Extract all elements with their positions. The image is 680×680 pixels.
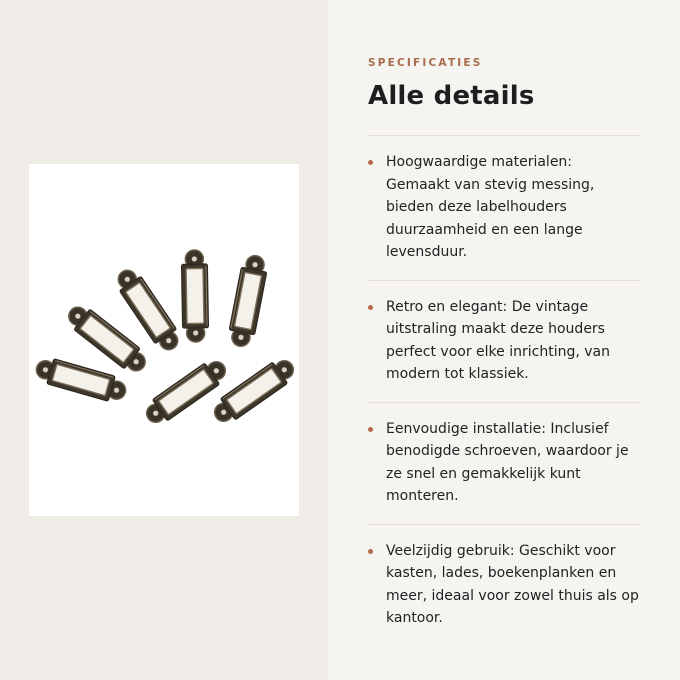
feature-text: Eenvoudige installatie: Inclusief benodigde schroeven, waardoor je ze snel en gemakkelijk kunt monteren.: [386, 420, 629, 504]
feature-list: [368, 135, 640, 646]
label-holder: [33, 355, 129, 405]
feature-text: Veelzijdig gebruik: Geschikt voor kasten, lades, boekenplanken en meer, ideaal voor zowel thuis als op kantoor.: [386, 542, 639, 626]
product-image: [29, 164, 299, 516]
label-holder: [181, 250, 209, 342]
section-eyebrow: SPECIFICATIES: [368, 57, 483, 69]
label-holder: [226, 253, 269, 348]
feature-item: [368, 524, 640, 646]
bullet-icon: [368, 427, 373, 432]
image-panel: [0, 0, 328, 680]
details-panel: [328, 0, 680, 680]
feature-item: [368, 135, 640, 280]
bullet-icon: [368, 160, 373, 165]
feature-text: Hoogwaardige materialen: Gemaakt van stevig messing, bieden deze labelhouders duurzaamheid en een lange levensduur.: [386, 154, 595, 260]
feature-item: [368, 280, 640, 402]
bullet-icon: [368, 305, 373, 310]
brass-label-holders-icon: [29, 164, 299, 516]
feature-item: [368, 402, 640, 524]
bullet-icon: [368, 549, 373, 554]
feature-text: Retro en elegant: De vintage uitstraling maakt deze houders perfect voor elke inrichting, van modern tot klassiek.: [386, 298, 610, 382]
section-title: Alle details: [368, 81, 535, 111]
